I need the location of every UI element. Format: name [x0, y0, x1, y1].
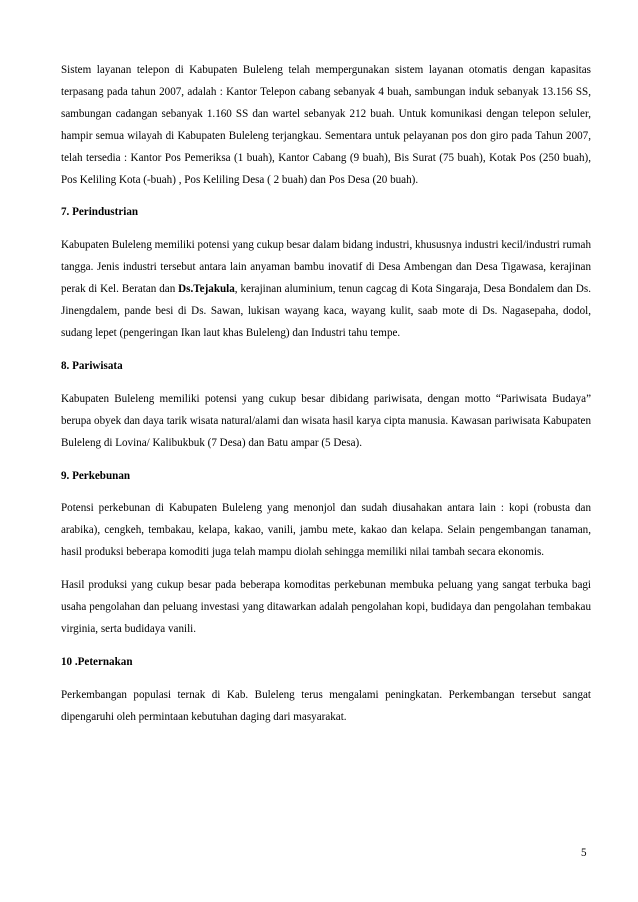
- section-heading-perkebunan: 9. Perkebunan: [61, 469, 131, 482]
- peternakan-paragraph: Perkembangan populasi ternak di Kab. Buleleng terus mengalami peningkatan. Perkembangan tersebut sangat dipengaruhi oleh permintaan kebutuhan daging dari masyarakat.: [61, 688, 591, 723]
- intro-paragraph: Sistem layanan telepon di Kabupaten Buleleng telah mempergunakan sistem layanan otomatis dengan kapasitas terpasang pada tahun 2007, adalah : Kantor Telepon cabang sebanyak 4 buah, sambungan induk sebanyak 13.156 SS, sambungan cadangan sebanyak 1.160 SS dan wartel sebanyak 212 buah. Untuk komunikasi dengan telepon seluler, hampir semua wilayah di Kabupaten Buleleng terjangkau. Sementara untuk pelayanan pos don giro pada Tahun 2007, telah tersedia : Kantor Pos Pemeriksa (1 buah), Kantor Cabang (9 buah), Bis Surat (75 buah), Kotak Pos (250 buah), Pos Keliling Kota (-buah) , Pos Keliling Desa ( 2 buah) dan Pos Desa (20 buah).: [61, 64, 591, 186]
- page-number: 5: [581, 847, 587, 859]
- perindustrian-text-part-2: , kerajinan aluminium, tenun cagcag di Kota Singaraja, Desa Bondalem dan Ds. Jinengdalem, pande besi di Ds. Sawan, lukisan wayang kaca, wayang kulit, saab mote di Ds. Nagasepaha, dodol, sudang lepet (pengeringan Ikan laut khas Buleleng) dan Industri tahu tempe.: [61, 283, 591, 339]
- section-heading-pariwisata: 8. Pariwisata: [61, 359, 123, 372]
- perindustrian-bold-location: Ds.Tejakula: [178, 283, 235, 296]
- perkebunan-paragraph-1: Potensi perkebunan di Kabupaten Buleleng yang menonjol dan sudah diusahakan antara lain : kopi (robusta dan arabika), cengkeh, tembakau, kelapa, kakao, vanili, jambu mete, kakao dan kelapa. Selain pengembangan tanaman, hasil produksi beberapa komoditi juga telah mampu diolah sehingga memiliki nilai tambah secara ekonomis.: [61, 502, 591, 559]
- document-page: [61, 60, 591, 740]
- perkebunan-paragraph-2: Hasil produksi yang cukup besar pada beberapa komoditas perkebunan membuka peluang yang sangat terbuka bagi usaha pengolahan dan peluang investasi yang ditawarkan adalah pengolahan kopi, budidaya dan pengolahan tembakau virginia, serta budidaya vanili.: [61, 579, 591, 635]
- section-heading-peternakan: 10 .Peternakan: [61, 655, 133, 668]
- section-heading-perindustrian: 7. Perindustrian: [61, 206, 139, 219]
- pariwisata-paragraph: Kabupaten Buleleng memiliki potensi yang cukup besar dibidang pariwisata, dengan motto “Pariwisata Budaya” berupa obyek dan daya tarik wisata natural/alami dan wisata hasil karya cipta manusia. Kawasan pariwisata Kabupaten Buleleng di Lovina/ Kalibukbuk (7 Desa) dan Batu ampar (5 Desa).: [61, 392, 591, 449]
- perindustrian-text-part-1: Kabupaten Buleleng memiliki potensi yang cukup besar dalam bidang industri, khususnya industri kecil/industri rumah tangga. Jenis industri tersebut antara lain anyaman bambu inovatif di Desa Ambengan dan Desa Tigawasa, kerajinan perak di Kel. Beratan dan: [61, 239, 591, 296]
- perindustrian-paragraph: [61, 235, 591, 345]
